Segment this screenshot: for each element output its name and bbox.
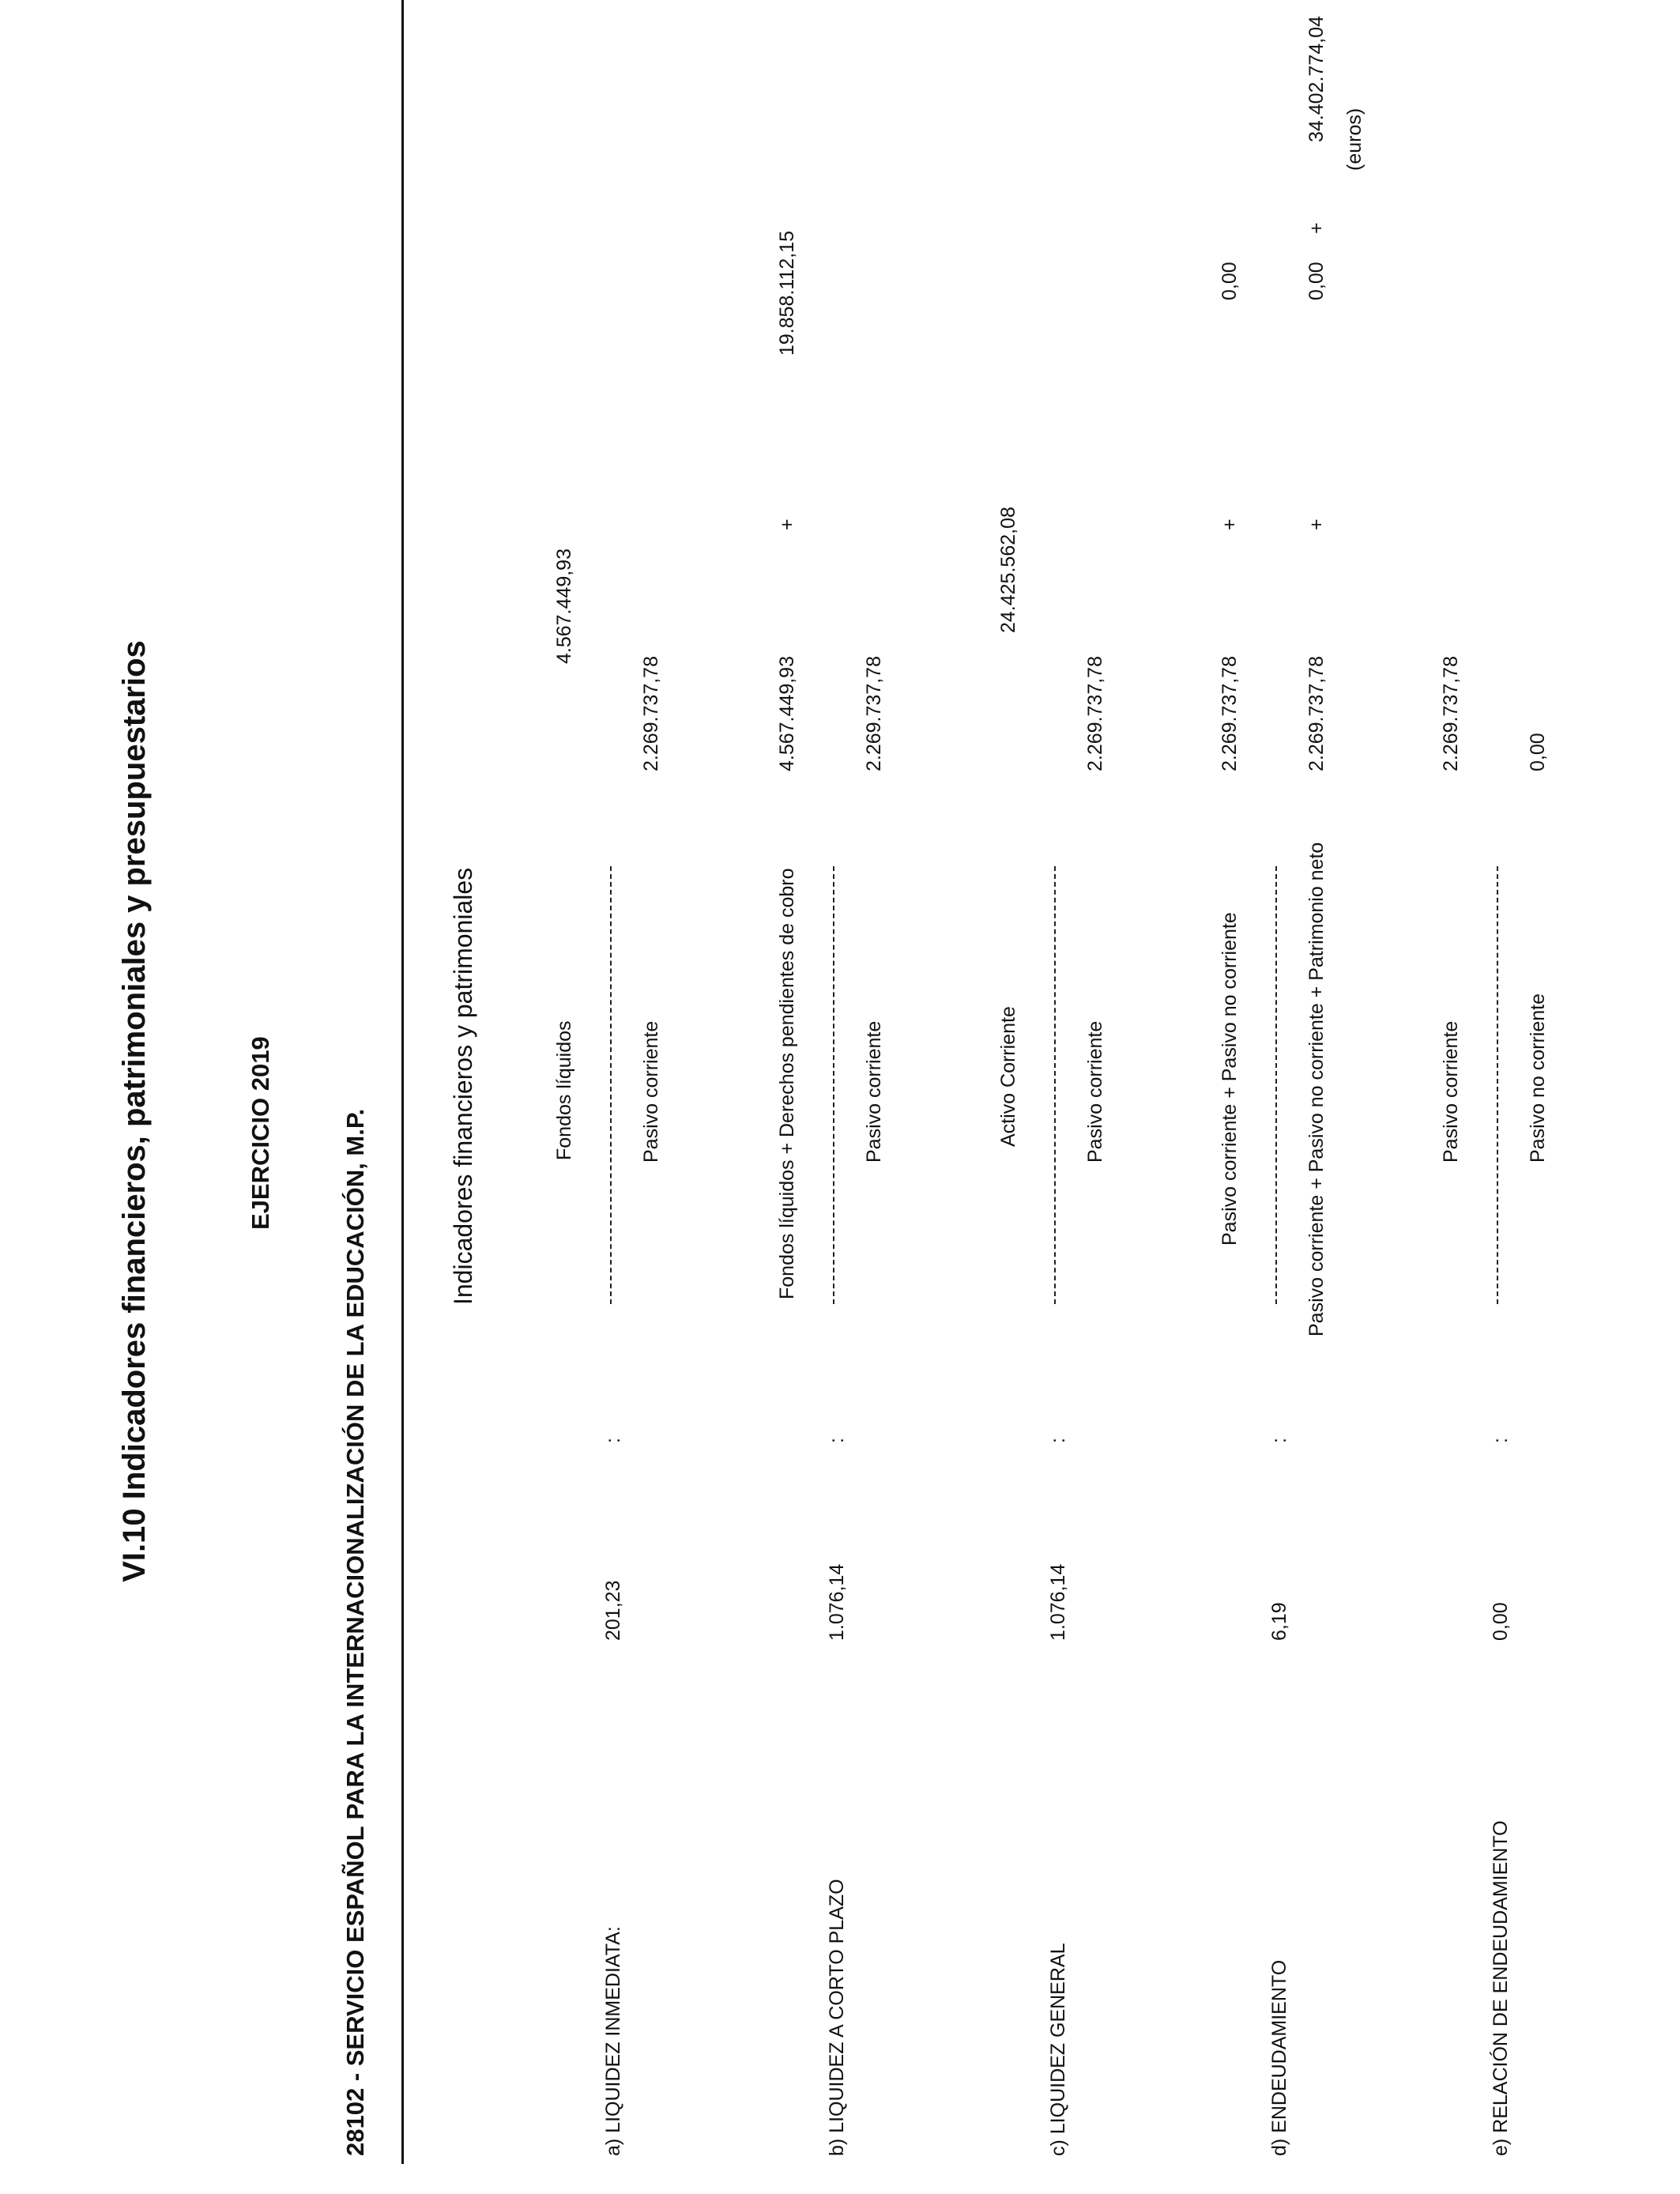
numerator-label: Activo Corriente — [997, 1006, 1019, 1147]
fraction-line — [1275, 866, 1277, 1304]
denominator-label: Pasivo no corriente — [1527, 993, 1549, 1163]
denominator-label: Pasivo corriente — [863, 1020, 885, 1163]
indicator-result: 0,00 — [1490, 1602, 1512, 1641]
denominator-value-2: 0,00 — [1305, 262, 1328, 300]
numerator-value-2: 19.858.112,15 — [776, 230, 798, 356]
denominator-label: Pasivo corriente — [640, 1020, 662, 1163]
numerator-label: Pasivo corriente — [1440, 1020, 1462, 1163]
indicator-label: c) LIQUIDEZ GENERAL — [1047, 1943, 1069, 2156]
indicator-label: b) LIQUIDEZ A CORTO PLAZO — [826, 1879, 848, 2156]
indicator-result: 201,23 — [602, 1580, 624, 1641]
header-rule — [401, 0, 404, 2164]
fraction-line — [610, 866, 612, 1304]
fraction-line — [1497, 866, 1498, 1304]
indicator-result: 1.076,14 — [826, 1563, 848, 1641]
colon: : — [1268, 1438, 1290, 1443]
denominator-value: 0,00 — [1527, 733, 1549, 771]
entity-name: 28102 - SERVICIO ESPAÑOL PARA LA INTERNACIONALIZACIÓN DE LA EDUCACIÓN, M.P. — [341, 1108, 369, 2156]
denominator-value-3: 34.402.774,04 — [1305, 16, 1328, 142]
indicator-label: a) LIQUIDEZ INMEDIATA: — [602, 1926, 624, 2156]
colon: : — [826, 1438, 848, 1443]
denominator-label: Pasivo corriente + Pasivo no corriente + Patrimonio neto — [1305, 842, 1328, 1336]
plus-sign: + — [776, 518, 798, 530]
numerator-value: 2.269.737,78 — [1219, 656, 1241, 771]
plus-sign: + — [1305, 518, 1328, 530]
numerator-value: 4.567.449,93 — [553, 548, 575, 664]
denominator-label: Pasivo corriente — [1084, 1020, 1106, 1163]
numerator-label: Fondos líquidos — [553, 1020, 575, 1160]
colon: : — [602, 1438, 624, 1443]
colon: : — [1490, 1438, 1512, 1443]
denominator-value: 2.269.737,78 — [640, 656, 662, 771]
denominator-value: 2.269.737,78 — [1084, 656, 1106, 771]
numerator-value: 2.269.737,78 — [1440, 656, 1462, 771]
indicator-result: 1.076,14 — [1047, 1563, 1069, 1641]
fiscal-year: EJERCICIO 2019 — [247, 1036, 274, 1230]
numerator-value-2: 0,00 — [1219, 262, 1241, 300]
indicator-label: e) RELACIÓN DE ENDEUDAMIENTO — [1490, 1820, 1512, 2156]
plus-sign: + — [1219, 518, 1241, 530]
indicator-label: d) ENDEUDAMIENTO — [1268, 1959, 1290, 2156]
fraction-line — [1054, 866, 1056, 1304]
colon: : — [1047, 1438, 1069, 1443]
indicator-result: 6,19 — [1268, 1602, 1290, 1641]
denominator-value: 2.269.737,78 — [863, 656, 885, 771]
document-title: VI.10 Indicadores financieros, patrimoniales y presupuestarios — [117, 640, 152, 1582]
section-title: Indicadores financieros y patrimoniales — [449, 867, 477, 1305]
units-label: (euros) — [1343, 107, 1365, 171]
numerator-label: Pasivo corriente + Pasivo no corriente — [1219, 912, 1241, 1246]
denominator-value: 2.269.737,78 — [1305, 656, 1328, 771]
plus-sign: + — [1305, 222, 1328, 234]
fraction-line — [833, 866, 834, 1304]
numerator-label: Fondos líquidos + Derechos pendientes de cobro — [776, 868, 798, 1299]
numerator-value: 4.567.449,93 — [776, 656, 798, 771]
numerator-value: 24.425.562,08 — [997, 507, 1019, 633]
